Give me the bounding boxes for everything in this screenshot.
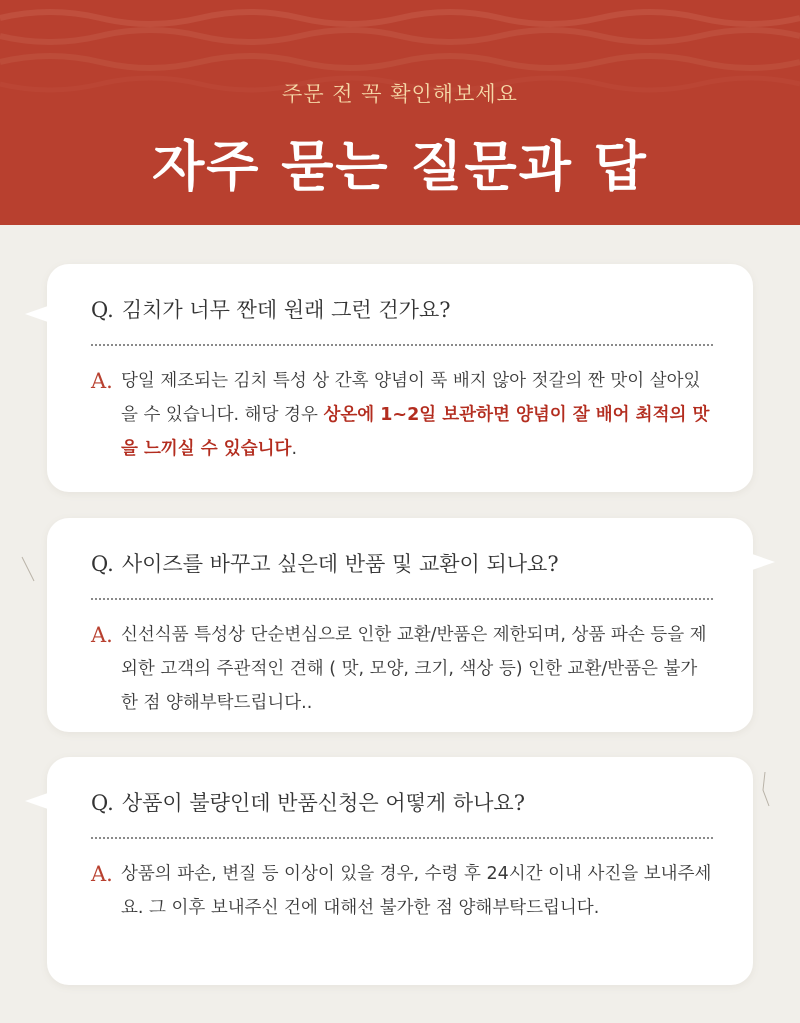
- answer-plain-text: 당일 제조되는 김치 특성 상 간혹 양념이 푹 배지 않아 젓갈의 짠 맛이 살아있을 수 있습니다. 해당 경우: [121, 371, 701, 425]
- answer-end-text: .: [291, 439, 298, 459]
- question-text: 사이즈를 바꾸고 싶은데 반품 및 교환이 되나요?: [121, 552, 559, 576]
- answer-text: 신선식품 특성상 단순변심으로 인한 교환/반품은 제한되며, 상품 파손 등을 제외한 고객의 주관적인 견해 ( 맛, 모양, 크기, 색상 등) 인한 교환/반품은 불가한 점 양해부탁드립니다..: [121, 625, 707, 713]
- faq-answer: [91, 618, 713, 720]
- page-title: 자주 묻는 질문과 답: [152, 134, 648, 198]
- question-prefix: Q.: [91, 791, 114, 815]
- dotted-divider: [91, 598, 713, 600]
- faq-question: [91, 787, 713, 817]
- question-prefix: Q.: [91, 552, 114, 576]
- header-subtitle: 주문 전 꼭 확인해보세요: [282, 82, 518, 106]
- speech-tail-decoration: [25, 787, 65, 815]
- scratch-decoration: [20, 555, 40, 585]
- faq-answer: [91, 857, 713, 925]
- faq-card: [47, 518, 753, 732]
- faq-card: [47, 264, 753, 492]
- faq-card: [47, 757, 753, 985]
- faq-answer: [91, 364, 713, 466]
- answer-text: [121, 364, 713, 466]
- faq-question: [91, 294, 713, 324]
- faq-question: [91, 548, 713, 578]
- answer-highlight-text: 상온에 1~2일 보관하면 양념이 잘 배어 최적의 맛을 느끼실 수 있습니다: [121, 405, 710, 459]
- header-banner: [0, 0, 800, 225]
- speech-tail-decoration: [25, 300, 65, 328]
- dotted-divider: [91, 837, 713, 839]
- question-prefix: Q.: [91, 298, 114, 322]
- question-text: 김치가 너무 짠데 원래 그런 건가요?: [121, 298, 451, 322]
- answer-text: 상품의 파손, 변질 등 이상이 있을 경우, 수령 후 24시간 이내 사진을 보내주세요. 그 이후 보내주신 건에 대해선 불가한 점 양해부탁드립니다.: [121, 864, 712, 918]
- answer-prefix: A.: [91, 369, 113, 393]
- question-text: 상품이 불량인데 반품신청은 어떻게 하나요?: [121, 791, 525, 815]
- answer-prefix: A.: [91, 862, 113, 886]
- answer-prefix: A.: [91, 623, 113, 647]
- speech-tail-decoration: [735, 548, 775, 576]
- scratch-decoration: [755, 770, 775, 810]
- dotted-divider: [91, 344, 713, 346]
